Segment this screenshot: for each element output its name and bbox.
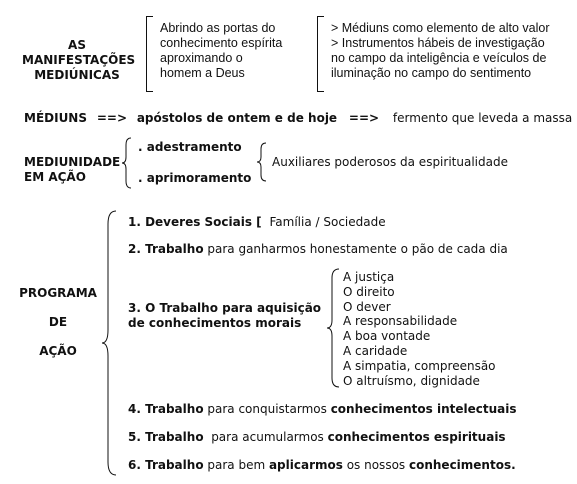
virtues-list xyxy=(343,270,496,388)
item-bold: conhecimentos. xyxy=(408,458,516,472)
manifestacoes-col2 xyxy=(331,21,550,81)
mediunidade-items xyxy=(138,140,251,186)
curly-brace xyxy=(121,137,133,189)
manifestacoes-heading xyxy=(22,38,136,83)
mediuns-text2: fermento que leveda a massa xyxy=(392,111,573,125)
text-line: aproximando o xyxy=(160,51,243,65)
text-line: > Médiuns como elemento de alto valor xyxy=(331,21,550,35)
list-item: A caridade xyxy=(343,343,408,358)
programa-item-2 xyxy=(128,242,508,257)
curly-brace xyxy=(101,210,117,476)
heading-line: AÇÃO xyxy=(39,344,77,358)
text-line: conhecimento espírita xyxy=(160,36,283,50)
item-bold: 6. Trabalho xyxy=(128,458,204,472)
list-item: O dever xyxy=(343,299,391,314)
item-bold: 4. Trabalho xyxy=(128,402,204,416)
item-normal: os nossos xyxy=(342,458,409,472)
heading-line: MEDIUNIDADE xyxy=(24,155,121,169)
list-item: . aprimoramento xyxy=(138,171,252,185)
square-bracket xyxy=(317,16,324,92)
item-bold: conhecimentos espirituais xyxy=(327,430,506,444)
programa-item-4 xyxy=(128,402,517,417)
heading-line: MEDIÚNICAS xyxy=(34,68,120,82)
mediuns-text1: apóstolos de ontem e de hoje xyxy=(136,111,338,125)
list-item: O direito xyxy=(343,284,395,299)
mediunidade-heading xyxy=(24,155,120,185)
item-normal: para acumularmos xyxy=(203,430,328,444)
programa-item-5 xyxy=(128,430,506,445)
heading-line: MANIFESTAÇÕES xyxy=(22,53,136,67)
list-item: A boa vontade xyxy=(343,329,431,344)
curly-brace xyxy=(326,268,340,388)
item-line: 3. O Trabalho para aquisição xyxy=(128,301,322,315)
text-line: Abrindo as portas do xyxy=(160,21,276,35)
list-item: . adestramento xyxy=(138,140,242,154)
programa-item-1 xyxy=(128,215,386,230)
text-line: iluminação no campo do sentimento xyxy=(331,66,532,80)
mediunidade-result: Auxiliares poderosos da espiritualidade xyxy=(272,155,508,169)
mediuns-label: MÉDIUNS xyxy=(24,111,87,125)
curly-brace xyxy=(256,142,268,182)
programa-item-6 xyxy=(128,458,516,473)
item-normal: para ganharmos honestamente o pão de cada dia xyxy=(203,242,508,256)
item-bold: 2. Trabalho xyxy=(128,242,204,256)
text-line: homem a Deus xyxy=(160,66,245,80)
heading-line: EM AÇÃO xyxy=(24,170,86,184)
item-bold: 5. Trabalho xyxy=(128,430,204,444)
item-bold: aplicarmos xyxy=(268,458,343,472)
programa-item-3 xyxy=(128,301,321,331)
arrow: ==> xyxy=(348,111,380,125)
list-item: A justiça xyxy=(343,270,395,284)
manifestacoes-col1 xyxy=(160,21,282,81)
square-bracket xyxy=(146,16,153,92)
text-line: > Instrumentos hábeis de investigação xyxy=(331,36,545,50)
heading-line: AS xyxy=(68,38,86,52)
item-line: de conhecimentos morais xyxy=(128,316,302,330)
heading-line: PROGRAMA xyxy=(19,286,97,300)
list-item: A responsabilidade xyxy=(343,314,458,329)
item-normal: Família / Sociedade xyxy=(269,215,386,229)
heading-line: DE xyxy=(48,315,68,329)
item-normal: para conquistarmos xyxy=(203,402,331,416)
item-bold: 1. Deveres Sociais [ xyxy=(128,215,262,229)
list-item: O altruísmo, dignidade xyxy=(343,373,480,388)
programa-heading xyxy=(18,286,98,359)
list-item: A simpatia, compreensão xyxy=(343,358,496,373)
mediuns-row xyxy=(24,111,572,126)
item-normal: para bem xyxy=(203,458,269,472)
text-line: no campo da inteligência e veículos de xyxy=(331,51,547,65)
arrow: ==> xyxy=(96,111,127,125)
item-bold: conhecimentos intelectuais xyxy=(330,402,517,416)
